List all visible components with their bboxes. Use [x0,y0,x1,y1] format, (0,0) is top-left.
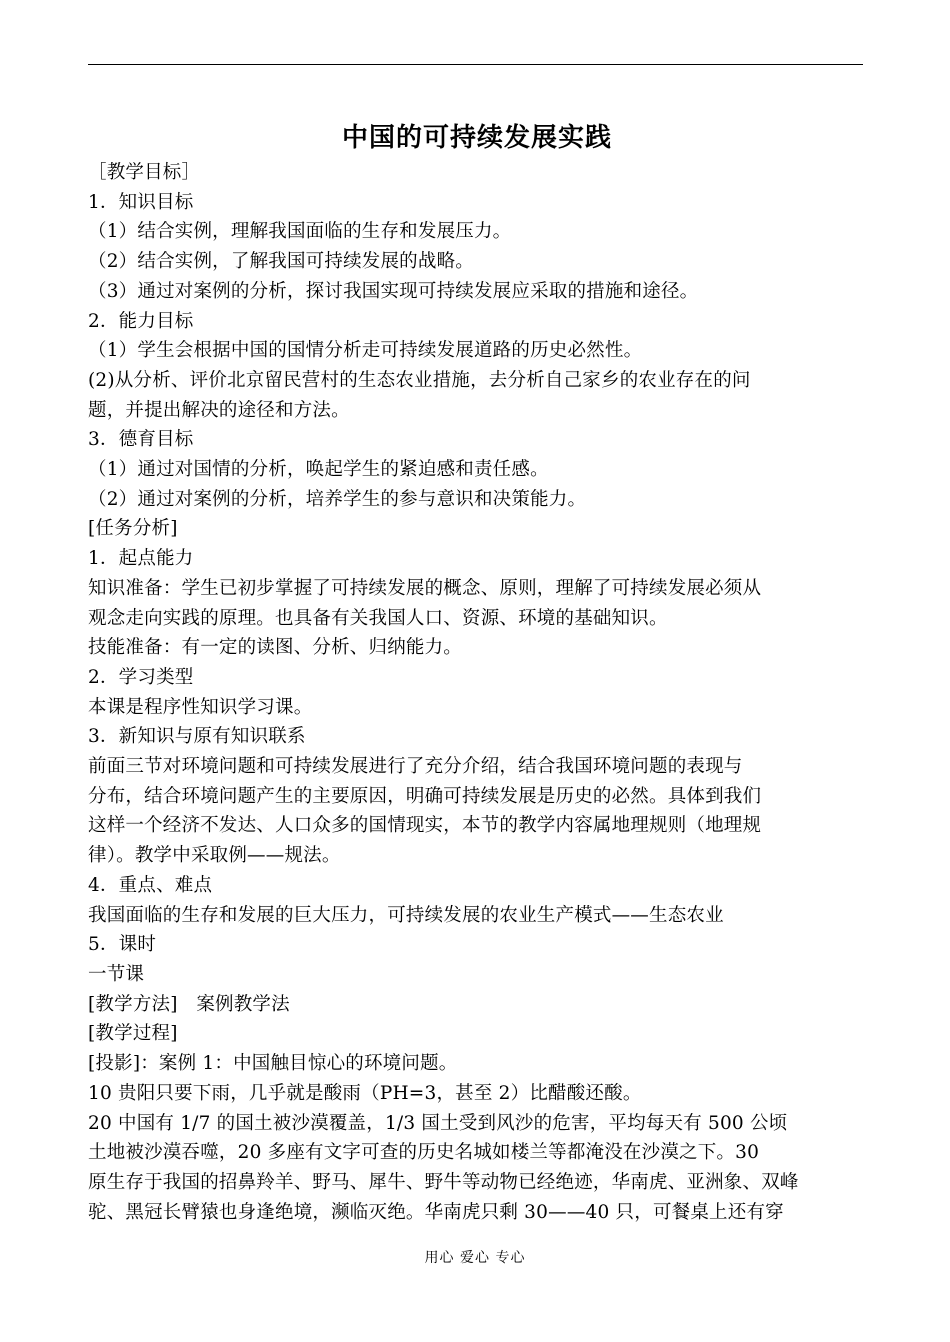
text-line: 题，并提出解决的途径和方法。 [88,399,350,421]
text-line: 3．新知识与原有知识联系 [88,726,306,748]
text-line: 一节课 [88,963,145,985]
text-line: 5．课时 [88,934,157,956]
text-line: 10 贵阳只要下雨，几乎就是酸雨（PH=3，甚至 2）比醋酸还酸。 [88,1082,642,1104]
text-line: 1．知识目标 [88,191,194,213]
text-line: （2）结合实例，了解我国可持续发展的战略。 [88,251,474,273]
document-page [88,118,866,1227]
text-line: [教学方法] 案例教学法 [88,993,290,1015]
text-line: 技能准备：有一定的读图、分析、归纳能力。 [88,637,463,659]
text-line: 土地被沙漠吞噬，20 多座有文字可查的历史名城如楼兰等都淹没在沙漠之下。30 [88,1142,760,1164]
header-rule [88,64,863,65]
text-line: 分布，结合环境问题产生的主要原因，明确可持续发展是历史的必然。具体到我们 [88,785,762,807]
text-line: （1）学生会根据中国的国情分析走可持续发展道路的历史必然性。 [88,340,643,362]
text-line: （1）通过对国情的分析，唤起学生的紧迫感和责任感。 [88,459,549,481]
text-line: [投影]：案例 1：中国触目惊心的环境问题。 [88,1053,458,1075]
text-line: 前面三节对环境问题和可持续发展进行了充分介绍，结合我国环境问题的表现与 [88,756,743,778]
text-line: 这样一个经济不发达、人口众多的国情现实，本节的教学内容属地理规则（地理规 [88,815,762,837]
text-line: [任务分析] [88,518,178,540]
text-line: （3）通过对案例的分析，探讨我国实现可持续发展应采取的措施和途径。 [88,280,699,302]
text-line: 驼、黑冠长臂猿也身逢绝境，濒临灭绝。华南虎只剩 30——40 只，可餐桌上还有穿 [88,1201,784,1223]
text-line: 3．德育目标 [88,429,194,451]
text-line: 原生存于我国的招鼻羚羊、野马、犀牛、野牛等动物已经绝迹，华南虎、亚洲象、双峰 [88,1171,799,1193]
text-line: 知识准备：学生已初步掌握了可持续发展的概念、原则，理解了可持续发展必须从 [88,577,762,599]
page-footer: 用心 爱心 专心 [424,1250,526,1266]
text-line: 本课是程序性知识学习课。 [88,696,313,718]
document-title: 中国的可持续发展实践 [341,123,612,153]
text-line: 我国面临的生存和发展的巨大压力，可持续发展的农业生产模式——生态农业 [88,904,724,926]
text-line: （2）通过对案例的分析，培养学生的参与意识和决策能力。 [88,488,587,510]
text-line: 2．能力目标 [88,310,194,332]
text-line: [教学过程] [88,1023,178,1045]
text-line: 律）。教学中采取例——规法。 [88,845,341,867]
text-line: 2．学习类型 [88,666,194,688]
text-line: ［教学目标］ [88,162,201,183]
text-line: 20 中国有 1/7 的国土被沙漠覆盖，1/3 国土受到风沙的危害，平均每天有 500 公顷 [88,1112,788,1134]
text-line: 1．起点能力 [88,548,194,570]
text-line: 4．重点、难点 [88,874,213,896]
text-line: (2)从分析、评价北京留民营村的生态农业措施，去分析自己家乡的农业存在的问 [88,369,751,391]
document-body [88,158,866,1227]
text-line: （1）结合实例，理解我国面临的生存和发展压力。 [88,221,512,243]
text-line: 观念走向实践的原理。也具备有关我国人口、资源、环境的基础知识。 [88,607,668,629]
